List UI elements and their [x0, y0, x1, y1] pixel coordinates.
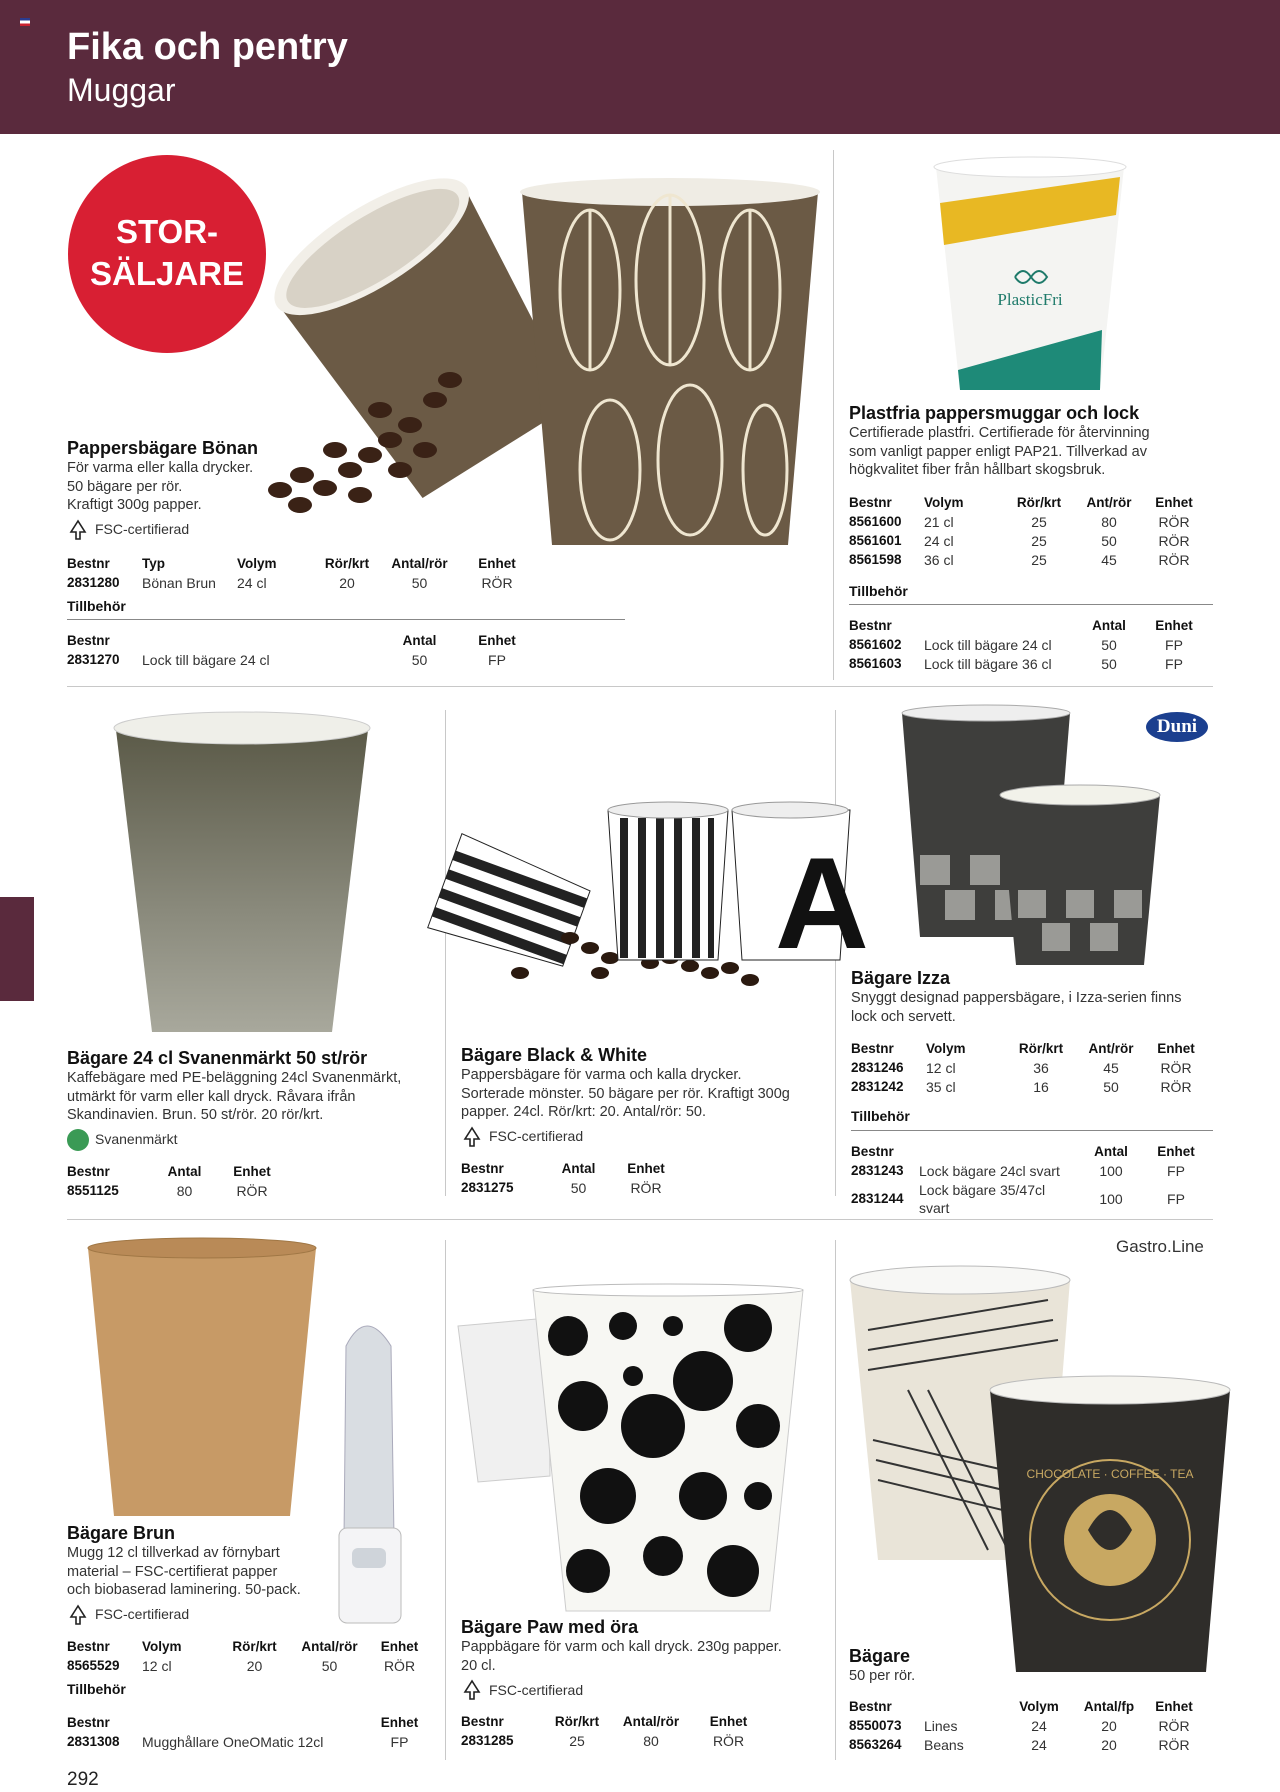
column-header: [142, 1714, 367, 1733]
bestseller-badge: [68, 155, 266, 353]
column-header: Antal: [1092, 618, 1126, 634]
description-line: För varma eller kalla drycker.: [67, 460, 254, 476]
description-line: Sorterade mönster. 50 bägare per rör. Kraftigt 300g: [461, 1085, 790, 1102]
gastroline-logo: Gastro.Line: [1116, 1237, 1204, 1256]
product-title: Pappersbägare Bönan: [67, 438, 259, 458]
table-cell: 50: [411, 574, 428, 591]
table-cell: 8561602: [849, 637, 902, 653]
certification-label: FSC-certifierad: [489, 1128, 584, 1145]
table-cell: 24 cl: [924, 532, 954, 549]
column-header: Bestnr: [849, 494, 892, 510]
certification: [67, 519, 627, 541]
column-header: Bestnr: [67, 633, 110, 649]
product-title: Bägare Izza: [851, 968, 951, 988]
description-line: Mugg 12 cl tillverkad av förnybart: [67, 1545, 280, 1561]
table-cell: 45: [1101, 551, 1117, 568]
table-cell: 12 cl: [142, 1657, 172, 1674]
certification: [67, 1129, 437, 1151]
page-title: Fika och pentry: [67, 26, 348, 68]
product-description: [849, 424, 1214, 480]
table-row: [849, 655, 1204, 674]
table-cell: RÖR: [630, 1179, 662, 1196]
table-cell: 8565529: [67, 1657, 120, 1673]
column-header: Bestnr: [67, 555, 110, 571]
table-cell: 8561598: [849, 551, 902, 567]
table-cell: RÖR: [1158, 513, 1190, 530]
divider-horizontal: [67, 686, 1213, 687]
accessories-table: [67, 1714, 432, 1752]
description-line: Snyggt designad pappersbägare, i Izza-serien finns: [851, 990, 1182, 1006]
column-header: Enhet: [478, 633, 516, 649]
description-line: utmärkt för varm eller kall dryck. Råvara ifrån: [67, 1088, 356, 1105]
table-header-row: [849, 1698, 1204, 1717]
table-cell: 21 cl: [924, 513, 954, 530]
column-header: Bestnr: [851, 1041, 894, 1057]
description-line: 20 cl.: [461, 1657, 496, 1674]
table-cell: 2831308: [67, 1734, 120, 1750]
table-cell: 36 cl: [924, 551, 954, 568]
column-header: Rör/krt: [554, 1714, 600, 1730]
product-description: [67, 1544, 437, 1600]
column-header: Bestnr: [67, 1163, 110, 1179]
accessories-table: [849, 617, 1204, 674]
table-row: [461, 1732, 761, 1751]
table-cell: Lock till bägare 36 cl: [924, 656, 1052, 673]
table-cell: 8561600: [849, 513, 902, 529]
table-cell: 8561601: [849, 532, 902, 548]
column-header: Bestnr: [461, 1714, 504, 1730]
table-row: [461, 1179, 681, 1198]
table-cell: RÖR: [1160, 1060, 1192, 1077]
table-cell: 100: [1099, 1162, 1123, 1179]
column-header: Enhet: [1155, 1698, 1193, 1714]
column-header: Bestnr: [461, 1160, 504, 1176]
table-cell: 50: [1101, 532, 1117, 549]
column-header: Enhet: [709, 1714, 748, 1730]
duni-logo: Duni: [1146, 712, 1208, 742]
description-line: Kraftigt 300g papper.: [67, 497, 202, 513]
cup-print-text: CHOCOLATE · COFFEE · TEA: [1026, 1467, 1194, 1481]
description-line: Skandinavien. Brun. 50 st/rör. 20 rör/krt.: [67, 1107, 324, 1123]
table-cell: 2831246: [851, 1060, 904, 1076]
gastroline-cups-image: [848, 1240, 1228, 1680]
table-cell: 25: [1031, 532, 1047, 549]
table-cell: 80: [1101, 513, 1117, 530]
table-cell: RÖR: [383, 1657, 416, 1674]
column-header: [924, 617, 1074, 636]
table-header-row: [67, 1638, 432, 1657]
column-header: Bestnr: [67, 1638, 110, 1654]
table-cell: 20: [1101, 1736, 1117, 1753]
table-header-row: [67, 632, 532, 651]
table-cell: FP: [488, 652, 506, 669]
product-izza: [851, 967, 1216, 1218]
column-header: Antal/rör: [391, 555, 448, 571]
table-cell: Lock bägare 24cl svart: [919, 1162, 1060, 1179]
column-header: Antal/fp: [1083, 1698, 1135, 1714]
column-header: Bestnr: [67, 1715, 110, 1731]
column-header: Volym: [924, 494, 964, 510]
fsc-icon: [67, 1604, 89, 1626]
svg-text:A: A: [775, 830, 869, 976]
product-table: [851, 1040, 1206, 1097]
table-cell: 2831275: [461, 1179, 514, 1195]
table-cell: FP: [1167, 1162, 1185, 1179]
table-cell: 8561603: [849, 656, 902, 672]
column-header: [142, 632, 377, 651]
table-cell: 36: [1033, 1060, 1049, 1077]
description-line: och biobaserad laminering. 50-pack.: [67, 1582, 301, 1598]
column-header: Rör/krt: [1018, 1041, 1064, 1057]
description-line: material – FSC-certifierat papper: [67, 1563, 278, 1580]
table-row: [851, 1181, 1206, 1218]
flag-icon: [20, 18, 30, 26]
table-cell: 24 cl: [237, 574, 267, 591]
column-header: Enhet: [1155, 494, 1193, 510]
page-number: 292: [67, 1769, 99, 1790]
fsc-icon: [67, 519, 89, 541]
table-row: [67, 1733, 432, 1752]
svanen-cup-image: [112, 706, 372, 1036]
product-table: [461, 1713, 761, 1751]
table-row: [851, 1059, 1206, 1078]
table-cell: 12 cl: [926, 1060, 956, 1077]
product-description: [67, 1069, 437, 1125]
column-header: Enhet: [478, 555, 516, 571]
column-header: Volym: [237, 555, 277, 571]
side-tab: [0, 897, 34, 1001]
column-header: Antal: [402, 633, 437, 649]
table-cell: 2831270: [67, 652, 120, 668]
product-bagare: [849, 1645, 1214, 1755]
accessories-heading: Tillbehör: [849, 582, 1213, 606]
badge-line: STOR-: [115, 213, 219, 250]
table-cell: 100: [1099, 1190, 1123, 1207]
table-row: [67, 574, 532, 593]
product-table: [849, 494, 1204, 570]
accessories-heading: Tillbehör: [67, 1680, 126, 1697]
plasticfri-cup-image: [930, 155, 1130, 395]
product-table: [67, 1163, 287, 1201]
table-header-row: [849, 617, 1204, 636]
column-header: Bestnr: [851, 1143, 894, 1159]
description-line: Pappbägare för varm och kall dryck. 230g papper.: [461, 1639, 782, 1655]
product-blackwhite: [461, 1044, 831, 1198]
certification-label: FSC-certifierad: [95, 521, 190, 538]
product-table: [461, 1160, 681, 1198]
page-subtitle: Muggar: [67, 72, 176, 108]
table-cell: 25: [1031, 513, 1047, 530]
table-cell: Lock till bägare 24 cl: [924, 637, 1052, 654]
description-line: Kaffebägare med PE-beläggning 24cl Svanenmärkt,: [67, 1070, 402, 1086]
table-cell: 20: [339, 574, 355, 591]
column-header: [919, 1143, 1076, 1162]
certification: [461, 1126, 831, 1148]
accessories-heading: Tillbehör: [67, 597, 625, 621]
description-line: Certifierade plastfri. Certifierade för återvinning: [849, 425, 1150, 441]
table-cell: 20: [1101, 1717, 1117, 1734]
product-description: [461, 1638, 831, 1675]
table-cell: 2831285: [461, 1733, 514, 1749]
table-cell: 2831242: [851, 1079, 904, 1095]
column-header: Enhet: [1155, 618, 1193, 634]
table-header-row: [849, 494, 1204, 513]
table-cell: 50: [411, 652, 428, 669]
paw-cup-image: [458, 1286, 818, 1616]
table-cell: 8550073: [849, 1717, 902, 1733]
table-cell: 24: [1031, 1736, 1047, 1753]
product-title: Bägare Paw med öra: [461, 1617, 639, 1637]
column-header: Enhet: [380, 1715, 419, 1731]
table-cell: 50: [570, 1179, 587, 1196]
table-cell: RÖR: [712, 1733, 745, 1750]
column-header: Volym: [926, 1041, 966, 1057]
column-header: Volym: [1019, 1698, 1059, 1714]
accessories-heading: Tillbehör: [851, 1107, 1213, 1131]
table-cell: Lock till bägare 24 cl: [142, 652, 270, 669]
divider-vertical: [445, 1240, 446, 1760]
blackwhite-cups-image: [430, 788, 869, 998]
certification: [67, 1604, 437, 1626]
column-header: Enhet: [233, 1163, 271, 1179]
table-cell: 50: [321, 1657, 338, 1674]
table-cell: 25: [1031, 551, 1047, 568]
table-header-row: [851, 1143, 1206, 1162]
column-header: Antal: [561, 1160, 596, 1176]
table-cell: Beans: [924, 1736, 964, 1753]
table-cell: 50: [1101, 637, 1117, 654]
divider-vertical: [835, 1240, 836, 1760]
table-cell: 2831243: [851, 1162, 904, 1178]
description-line: lock och servett.: [851, 1008, 956, 1025]
column-header: Enhet: [380, 1638, 419, 1654]
column-header: Antal: [167, 1163, 202, 1179]
fsc-icon: [461, 1126, 483, 1148]
product-bonan: [67, 437, 627, 670]
description-line: 50 bägare per rör.: [67, 478, 183, 495]
table-row: [67, 1657, 432, 1676]
table-cell: 8563264: [849, 1736, 902, 1752]
product-brun: [67, 1522, 437, 1752]
table-cell: Bönan Brun: [142, 574, 216, 591]
table-cell: 16: [1033, 1079, 1049, 1096]
product-title: Bägare Black & White: [461, 1045, 648, 1065]
table-cell: FP: [1165, 637, 1183, 654]
divider-horizontal: [67, 1219, 1213, 1220]
table-cell: RÖR: [1160, 1079, 1192, 1096]
column-header: Ant/rör: [1086, 494, 1132, 510]
product-title: Bägare Brun: [67, 1523, 176, 1543]
certification-label: Svanenmärkt: [95, 1131, 178, 1148]
column-header: [924, 1698, 1004, 1717]
table-row: [849, 1717, 1204, 1736]
table-cell: 2831280: [67, 574, 120, 590]
table-cell: 35 cl: [926, 1079, 956, 1096]
table-header-row: [851, 1040, 1206, 1059]
table-cell: 8551125: [67, 1182, 119, 1198]
table-cell: RÖR: [481, 574, 513, 591]
description-line: som vanligt papper enligt PAP21. Tillverkad av: [849, 443, 1147, 460]
table-cell: RÖR: [1158, 1717, 1190, 1734]
column-header: Antal/rör: [622, 1714, 680, 1730]
table-row: [849, 636, 1204, 655]
table-cell: Lock bägare 35/47cl svart: [919, 1181, 1046, 1216]
table-cell: 25: [569, 1733, 585, 1750]
column-header: Bestnr: [849, 618, 892, 634]
column-header: Typ: [142, 555, 165, 571]
table-header-row: [67, 1163, 287, 1182]
accessories-table: [851, 1143, 1206, 1218]
product-description: [849, 1667, 1214, 1686]
table-cell: FP: [1165, 656, 1183, 673]
description-line: Pappersbägare för varma och kalla drycker.: [461, 1067, 742, 1083]
table-row: [849, 1736, 1204, 1755]
column-header: Volym: [142, 1638, 182, 1654]
column-header: Antal: [1094, 1143, 1128, 1159]
product-table: [67, 555, 532, 593]
table-cell: Mugghållare OneOMatic 12cl: [142, 1734, 324, 1751]
product-title: Plastfria pappersmuggar och lock: [849, 403, 1140, 423]
table-row: [849, 532, 1204, 551]
product-paw: [461, 1616, 831, 1751]
description-line: högkvalitet fiber från hållbart skogsbruk.: [849, 462, 1106, 478]
column-header: Enhet: [1157, 1041, 1195, 1057]
product-title: Bägare 24 cl Svanenmärkt 50 st/rör: [67, 1048, 368, 1068]
table-cell: 80: [643, 1733, 659, 1750]
certification-label: FSC-certifierad: [95, 1606, 190, 1623]
table-cell: 2831244: [851, 1190, 904, 1206]
cup-brand-text: PlasticFri: [997, 290, 1063, 309]
badge-line: SÄLJARE: [89, 255, 245, 292]
column-header: Enhet: [627, 1160, 665, 1176]
table-header-row: [67, 1714, 432, 1733]
table-cell: RÖR: [236, 1182, 268, 1199]
page-header: [0, 0, 1280, 134]
certification: [461, 1679, 831, 1701]
table-header-row: [67, 555, 532, 574]
column-header: Bestnr: [849, 1698, 892, 1714]
table-row: [851, 1162, 1206, 1181]
izza-cups-image: [900, 705, 1160, 965]
divider-vertical: [833, 150, 834, 680]
table-row: [849, 513, 1204, 532]
table-cell: FP: [1167, 1190, 1185, 1207]
product-table: [67, 1638, 432, 1676]
column-header: Ant/rör: [1088, 1041, 1134, 1057]
column-header: Rör/krt: [1016, 494, 1062, 510]
product-description: [67, 459, 627, 515]
table-row: [849, 551, 1204, 570]
column-header: Antal/rör: [301, 1638, 358, 1654]
table-cell: Lines: [924, 1717, 958, 1734]
product-table: [849, 1698, 1204, 1755]
fsc-icon: [461, 1679, 483, 1701]
table-cell: 24: [1031, 1717, 1047, 1734]
table-header-row: [461, 1713, 761, 1732]
product-plastfria: [849, 402, 1214, 674]
table-cell: RÖR: [1158, 551, 1190, 568]
certification-label: FSC-certifierad: [489, 1681, 584, 1698]
table-header-row: [461, 1160, 681, 1179]
table-cell: 50: [1101, 656, 1117, 673]
table-cell: FP: [390, 1734, 409, 1751]
description-line: papper. 24cl. Rör/krt: 20. Antal/rör: 50.: [461, 1104, 707, 1120]
table-cell: 45: [1103, 1060, 1119, 1077]
table-cell: 80: [176, 1182, 193, 1199]
description-line: 50 per rör.: [849, 1668, 916, 1684]
column-header: Rör/krt: [324, 555, 370, 571]
product-description: [851, 989, 1216, 1026]
column-header: Rör/krt: [232, 1638, 277, 1654]
product-svanen: [67, 1047, 437, 1201]
table-cell: 20: [246, 1657, 263, 1674]
table-cell: 50: [1103, 1079, 1119, 1096]
table-row: [67, 651, 532, 670]
table-row: [67, 1182, 287, 1201]
swan-icon: [67, 1129, 89, 1151]
table-cell: RÖR: [1158, 1736, 1190, 1753]
product-title: Bägare: [849, 1646, 911, 1666]
product-description: [461, 1066, 831, 1122]
table-row: [851, 1078, 1206, 1097]
column-header: Enhet: [1157, 1143, 1195, 1159]
table-cell: RÖR: [1158, 532, 1190, 549]
accessories-table: [67, 632, 532, 670]
